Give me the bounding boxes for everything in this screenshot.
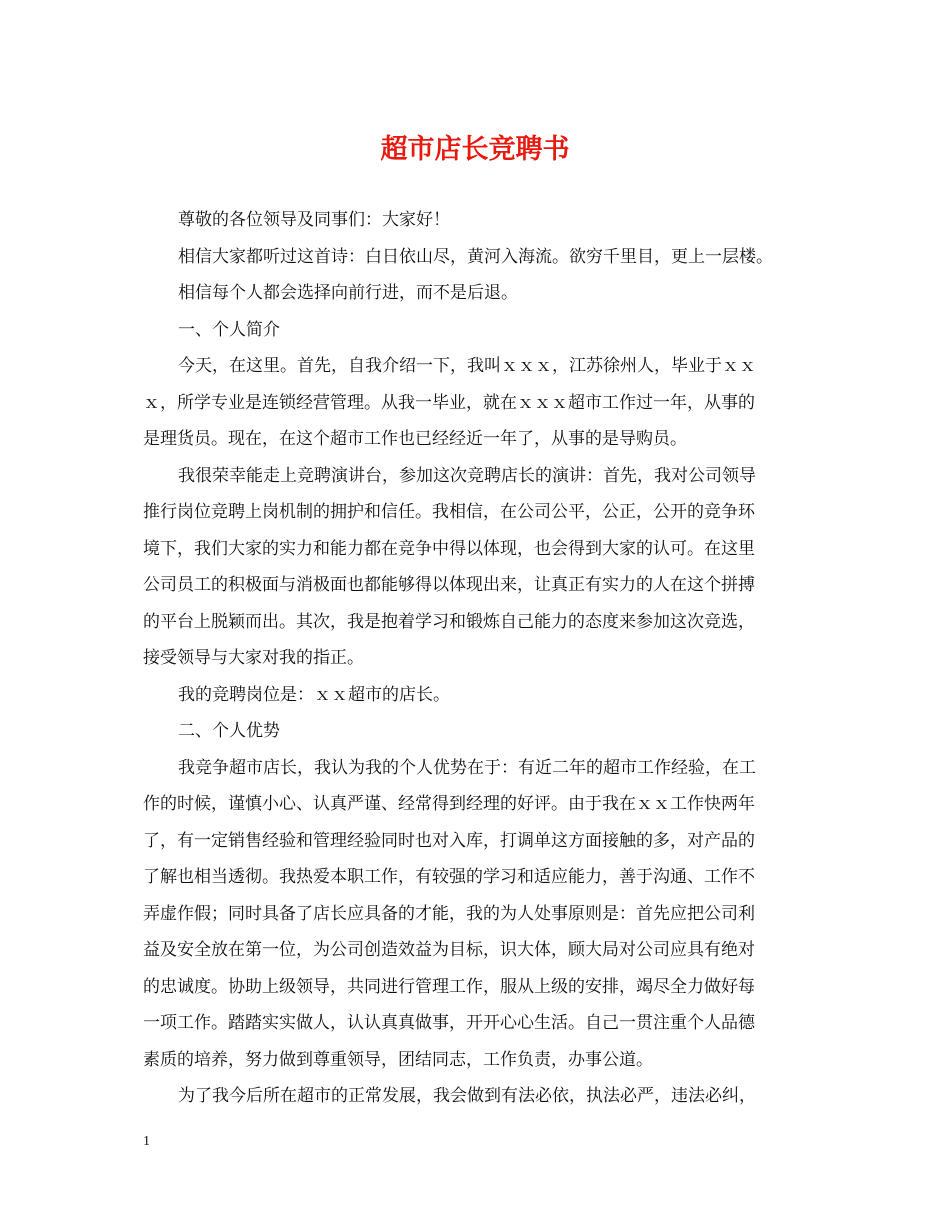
text-line: 尊敬的各位领导及同事们：大家好！ — [178, 210, 450, 230]
text-line: 我很荣幸能走上竞聘演讲台，参加这次竞聘店长的演讲：首先，我对公司领导 — [178, 465, 756, 486]
text-line: 的忠诚度。协助上级领导，共同进行管理工作，服从上级的安排，竭尽全力做好每 — [143, 976, 755, 997]
text-line: 推行岗位竞聘上岗机制的拥护和信任。我相信，在公司公平，公正，公开的竞争环 — [143, 502, 755, 522]
page-number: 1 — [143, 1134, 150, 1149]
document-body — [143, 202, 829, 1115]
text-line: 我的竞聘岗位是：ｘｘ超市的店长。 — [178, 684, 450, 705]
text-line: 一项工作。踏踏实实做人，认认真真做事，开开心心生活。自己一贯注重个人品德 — [143, 1013, 755, 1033]
text-line: 弄虚作假；同时具备了店长应具备的才能，我的为人处事原则是：首先应把公司利 — [143, 903, 755, 924]
text-line: 二、个人优势 — [178, 721, 280, 741]
text-line: ｘ，所学专业是连锁经营管理。从我一毕业，就在ｘｘｘ超市工作过一年，从事的 — [143, 392, 755, 413]
text-line: 为了我今后所在超市的正常发展，我会做到有法必依，执法必严，违法必纠， — [178, 1086, 756, 1106]
text-line: 接受领导与大家对我的指正。 — [143, 648, 364, 668]
text-line: 相信大家都听过这首诗：白日依山尽，黄河入海流。欲穷千里目，更上一层楼。 — [178, 246, 773, 267]
text-line: 是理货员。现在，在这个超市工作也已经经近一年了，从事的是导购员。 — [143, 429, 687, 449]
document-title: 超市店长竞聘书 — [380, 134, 570, 165]
text-line: 的平台上脱颖而出。其次，我是抱着学习和锻炼自己能力的态度来参加这次竞选， — [143, 611, 755, 632]
text-line: 相信每个人都会选择向前行进，而不是后退。 — [178, 283, 518, 303]
text-line: 公司员工的积极面与消极面也都能够得以体现出来，让真正有实力的人在这个拼搏 — [143, 575, 755, 595]
text-line: 作的时候，谨慎小心、认真严谨、经常得到经理的好评。由于我在ｘｘ工作快两年 — [143, 794, 755, 814]
text-line: 益及安全放在第一位，为公司创造效益为目标，识大体，顾大局对公司应具有绝对 — [143, 940, 755, 960]
text-line: 了，有一定销售经验和管理经验同时也对入库，打调单这方面接触的多，对产品的 — [143, 830, 755, 851]
text-line: 今天，在这里。首先，自我介绍一下，我叫ｘｘｘ，江苏徐州人，毕业于ｘｘ — [178, 356, 756, 376]
text-line: 素质的培养，努力做到尊重领导，团结同志，工作负责，办事公道。 — [143, 1049, 653, 1070]
text-line: 一、个人简介 — [178, 319, 280, 340]
text-line: 境下，我们大家的实力和能力都在竞争中得以体现，也会得到大家的认可。在这里 — [143, 538, 755, 559]
text-line: 了解也相当透彻。我热爱本职工作，有较强的学习和适应能力，善于沟通、工作不 — [143, 867, 755, 887]
text-line: 我竞争超市店长，我认为我的个人优势在于：有近二年的超市工作经验，在工 — [178, 757, 756, 778]
